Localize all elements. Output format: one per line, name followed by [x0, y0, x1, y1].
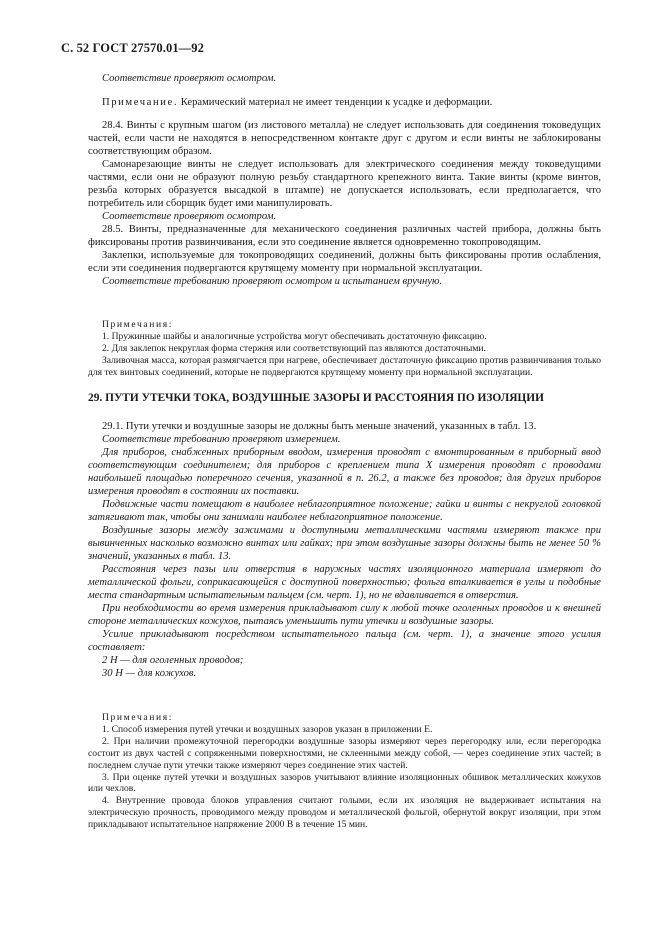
compliance-line: Соответствие проверяют осмотром. [102, 73, 277, 84]
clause-29-1: 29.1. Пути утечки и воздушные зазоры не должны быть меньше значений, указанных в табл. 13. [102, 421, 537, 432]
note-1-1: 1. Пружинные шайбы и аналогичные устройства могут обеспечивать достаточную фиксацию. [102, 330, 487, 342]
note-1-3: Заливочная масса, которая размягчается при нагреве, обеспечивает достаточную фиксацию против развинчивания только для тех винтовых соединений, которые не подвергаются крутящему моменту при нормальной эксплуатации. [88, 354, 601, 378]
clause-29-1-block [88, 420, 601, 680]
clause-29-1-movable: Подвижные части помещают в наиболее неблагоприятное положение; гайки и винты с некруглой головкой затягивают так, чтобы они занимали наиболее неблагоприятное положение. [88, 499, 601, 523]
note-ceramic [88, 96, 601, 109]
clause-28-5-compliance: Соответствие требованию проверяют осмотром и испытанием вручную. [102, 276, 443, 287]
clause-29-1-slots: Расстояния через пазы или отверстия в наружных частях изоляционного материала измеряют до металлической фольги, соприкасающейся с доступной поверхностью; фольга вталкивается в углы и подобные места стандартным испытательным пальцем (см. черт. 1), но не вдавливается в отверстия. [88, 564, 601, 601]
clause-28-5-rivets: Заклепки, используемые для токопроводящих соединений, должны быть фиксированы против ослабления, если эти соединения подвергаются крутящему моменту при нормальной эксплуатации. [88, 250, 601, 274]
clause-29-1-finger: Усилие прикладывают посредством испытательного пальца (см. черт. 1), а значение этого усилия составляет: [88, 629, 601, 653]
clause-28-4: 28.4. Винты с крупным шагом (из листового металла) не следует использовать для соединения токоведущих частей, если части не находятся в непосредственном контакте друг с другом и если винты не заблокированы соответствующим образом. [88, 120, 601, 157]
clause-28-4-compliance: Соответствие проверяют осмотром. [102, 211, 277, 222]
page-header: С. 52 ГОСТ 27570.01—92 [61, 41, 204, 55]
section-heading-29: 29. ПУТИ УТЕЧКИ ТОКА, ВОЗДУШНЫЕ ЗАЗОРЫ И РАССТОЯНИЯ ПО ИЗОЛЯЦИИ [88, 392, 545, 404]
clause-29-1-clearances: Воздушные зазоры между зажимами и доступными металлическими частями измеряют также при вывинченных насколько возможно винтах или гайках; при этом воздушные зазоры должны быть не менее 50 % значений, указанных в табл. 13. [88, 525, 601, 562]
clause-28-5: 28.5. Винты, предназначенные для механического соединения различных частей прибора, должны быть фиксированы против развинчивания, если это соединение является одновременно токопроводящим. [88, 224, 601, 248]
clause-29-1-compliance: Соответствие требованию проверяют измерением. [102, 434, 341, 445]
note-2-3: 3. При оценке путей утечки и воздушных зазоров учитывают влияние изоляционных обшивок металлических кожухов или чехлов. [88, 771, 601, 795]
clause-29-1-appliances: Для приборов, снабженных приборным вводом, измерения проводят с вмонтированным в приборный ввод соответствующим соединителем; для приборов с креплением типа X измерения проводят с проводами наибольшей площадью поперечного сечения, указанной в п. 26.2, а также без проводов; для других приборов измерения проводят в состоянии их поставки. [88, 447, 601, 497]
notes-block-1 [88, 319, 601, 379]
note-text: Керамический материал не имеет тенденции к усадке и деформации. [180, 97, 493, 108]
note-2-4: 4. Внутренние провода блоков управления считают голыми, если их изоляция не выдерживает испытания на электрическую прочность, проводимого между проводом и металлической фольгой, обернутой вокруг изоляции, при этом прикладывают испытательное напряжение 2000 В в течение 15 мин. [88, 795, 601, 831]
notes-label-1: Примечания: [102, 319, 173, 330]
note-2-2: 2. При наличии промежуточной перегородки воздушные зазоры измеряют через перегородку или, если перегородка состоит из двух частей с сопряженными поверхностями, не склеенными между собой, — через соединение этих частей; в последнем случае пути утечки также измеряют через соединение этих частей. [88, 735, 601, 771]
force-enclosures: 30 Н — для кожухов. [102, 668, 197, 679]
note-2-1: 1. Способ измерения путей утечки и воздушных зазоров указан в приложении Е. [102, 723, 433, 735]
force-bare-wires: 2 Н — для оголенных проводов; [102, 655, 244, 666]
note-1-2: 2. Для заклепок некруглая форма стержня или соответствующий паз являются достаточными. [102, 342, 486, 354]
notes-block-2 [88, 712, 601, 831]
note-label: Примечание. [102, 97, 179, 108]
block-top [88, 72, 601, 85]
clause-28-4-block [88, 119, 601, 288]
clause-29-1-force: При необходимости во время измерения прикладывают силу к любой точке оголенных проводов и к внешней стороне металлических кожухов, пытаясь уменьшить пути утечки и воздушные зазоры. [88, 603, 601, 627]
notes-label-2: Примечания: [102, 712, 173, 723]
clause-28-4-self-tapping: Самонарезающие винты не следует использовать для электрического соединения между токоведущими частями, если они не образуют полную резьбу стандартного крепежного винта. Такие винты (кроме винтов, резьба которых образуется высадкой в штампе) не допускается использовать, если предполагается, что потребитель или сборщик будет ими манипулировать. [88, 159, 601, 209]
